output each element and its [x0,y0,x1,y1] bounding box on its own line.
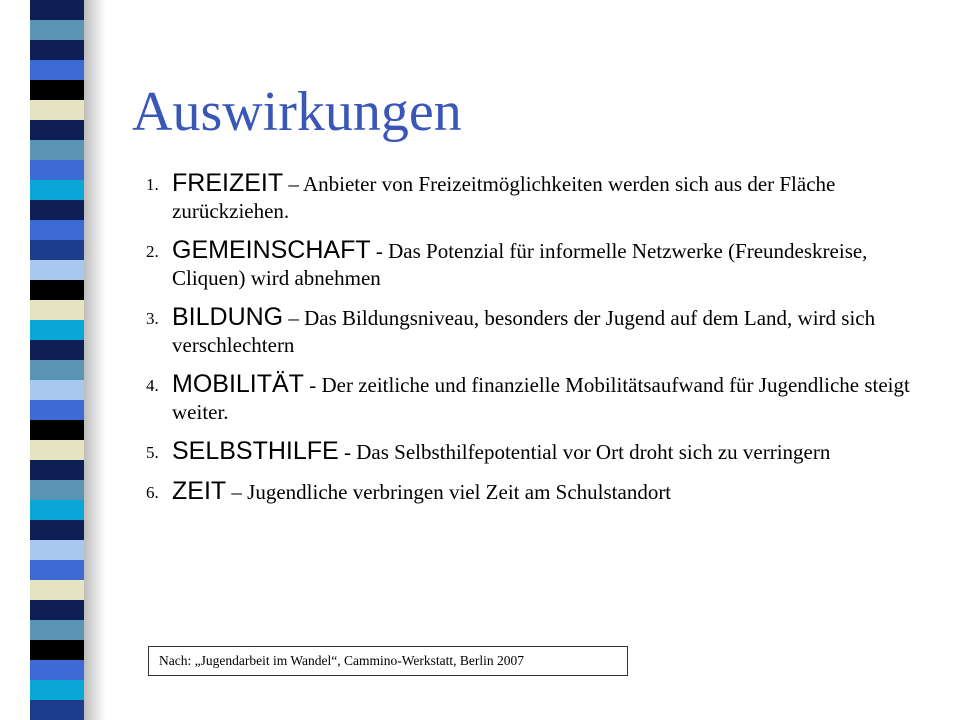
impact-list [146,170,936,518]
stripe-segment [30,600,84,621]
stripe-segment [30,680,84,701]
decorative-stripe-bar [30,0,84,720]
stripe-segment [30,440,84,461]
list-item-mobilitaet [146,371,936,426]
stripe-segment [30,520,84,541]
item-number: 3. [146,309,159,328]
stripe-segment [30,400,84,421]
stripe-segment [30,420,84,441]
item-number: 6. [146,483,159,502]
list-item-freizeit [146,170,936,225]
stripe-segment [30,260,84,281]
stripe-bar-shadow [84,0,106,720]
stripe-segment [30,220,84,241]
item-number: 5. [146,443,159,462]
item-keyword: GEMEINSCHAFT [172,236,371,264]
item-text: – Jugendliche verbringen viel Zeit am Schulstandort [226,480,672,504]
stripe-segment [30,40,84,61]
item-keyword: SELBSTHILFE [172,437,339,465]
stripe-segment [30,540,84,561]
stripe-segment [30,580,84,601]
item-text: - Der zeitliche und finanzielle Mobilitätsaufwand für Jugendliche steigt weiter. [172,373,910,424]
stripe-segment [30,620,84,641]
item-number: 2. [146,242,159,261]
stripe-segment [30,660,84,681]
source-citation: Nach: „Jugendarbeit im Wandel“, Cammino-Werkstatt, Berlin 2007 [148,646,628,676]
item-text: – Anbieter von Freizeitmöglichkeiten werden sich aus der Fläche zurückziehen. [172,172,836,223]
stripe-segment [30,240,84,261]
stripe-segment [30,100,84,121]
stripe-segment [30,160,84,181]
item-keyword: BILDUNG [172,303,284,331]
stripe-segment [30,300,84,321]
item-number: 4. [146,376,159,395]
item-keyword: ZEIT [172,477,227,505]
stripe-segment [30,280,84,301]
stripe-segment [30,640,84,661]
stripe-segment [30,60,84,81]
stripe-segment [30,340,84,361]
list-item-zeit [146,478,936,506]
stripe-segment [30,140,84,161]
stripe-segment [30,560,84,581]
list-item-bildung [146,304,936,359]
item-text: - Das Selbsthilfepotential vor Ort droht sich zu verringern [338,440,831,464]
stripe-segment [30,0,84,21]
item-text: - Das Potenzial für informelle Netzwerke (Freundeskreise, Cliquen) wird abnehmen [172,239,868,290]
stripe-segment [30,380,84,401]
list-item-selbsthilfe [146,438,936,466]
item-text: – Das Bildungsniveau, besonders der Jugend auf dem Land, wird sich verschlechtern [172,306,876,357]
stripe-segment [30,500,84,521]
stripe-segment [30,200,84,221]
stripe-segment [30,180,84,201]
item-number: 1. [146,175,159,194]
stripe-segment [30,80,84,101]
list-item-gemeinschaft [146,237,936,292]
stripe-segment [30,480,84,501]
stripe-segment [30,460,84,481]
item-keyword: FREIZEIT [172,169,284,197]
item-keyword: MOBILITÄT [172,370,304,398]
stripe-segment [30,360,84,381]
slide-title: Auswirkungen [132,81,462,143]
stripe-segment [30,700,84,720]
stripe-segment [30,20,84,41]
stripe-segment [30,120,84,141]
stripe-segment [30,320,84,341]
